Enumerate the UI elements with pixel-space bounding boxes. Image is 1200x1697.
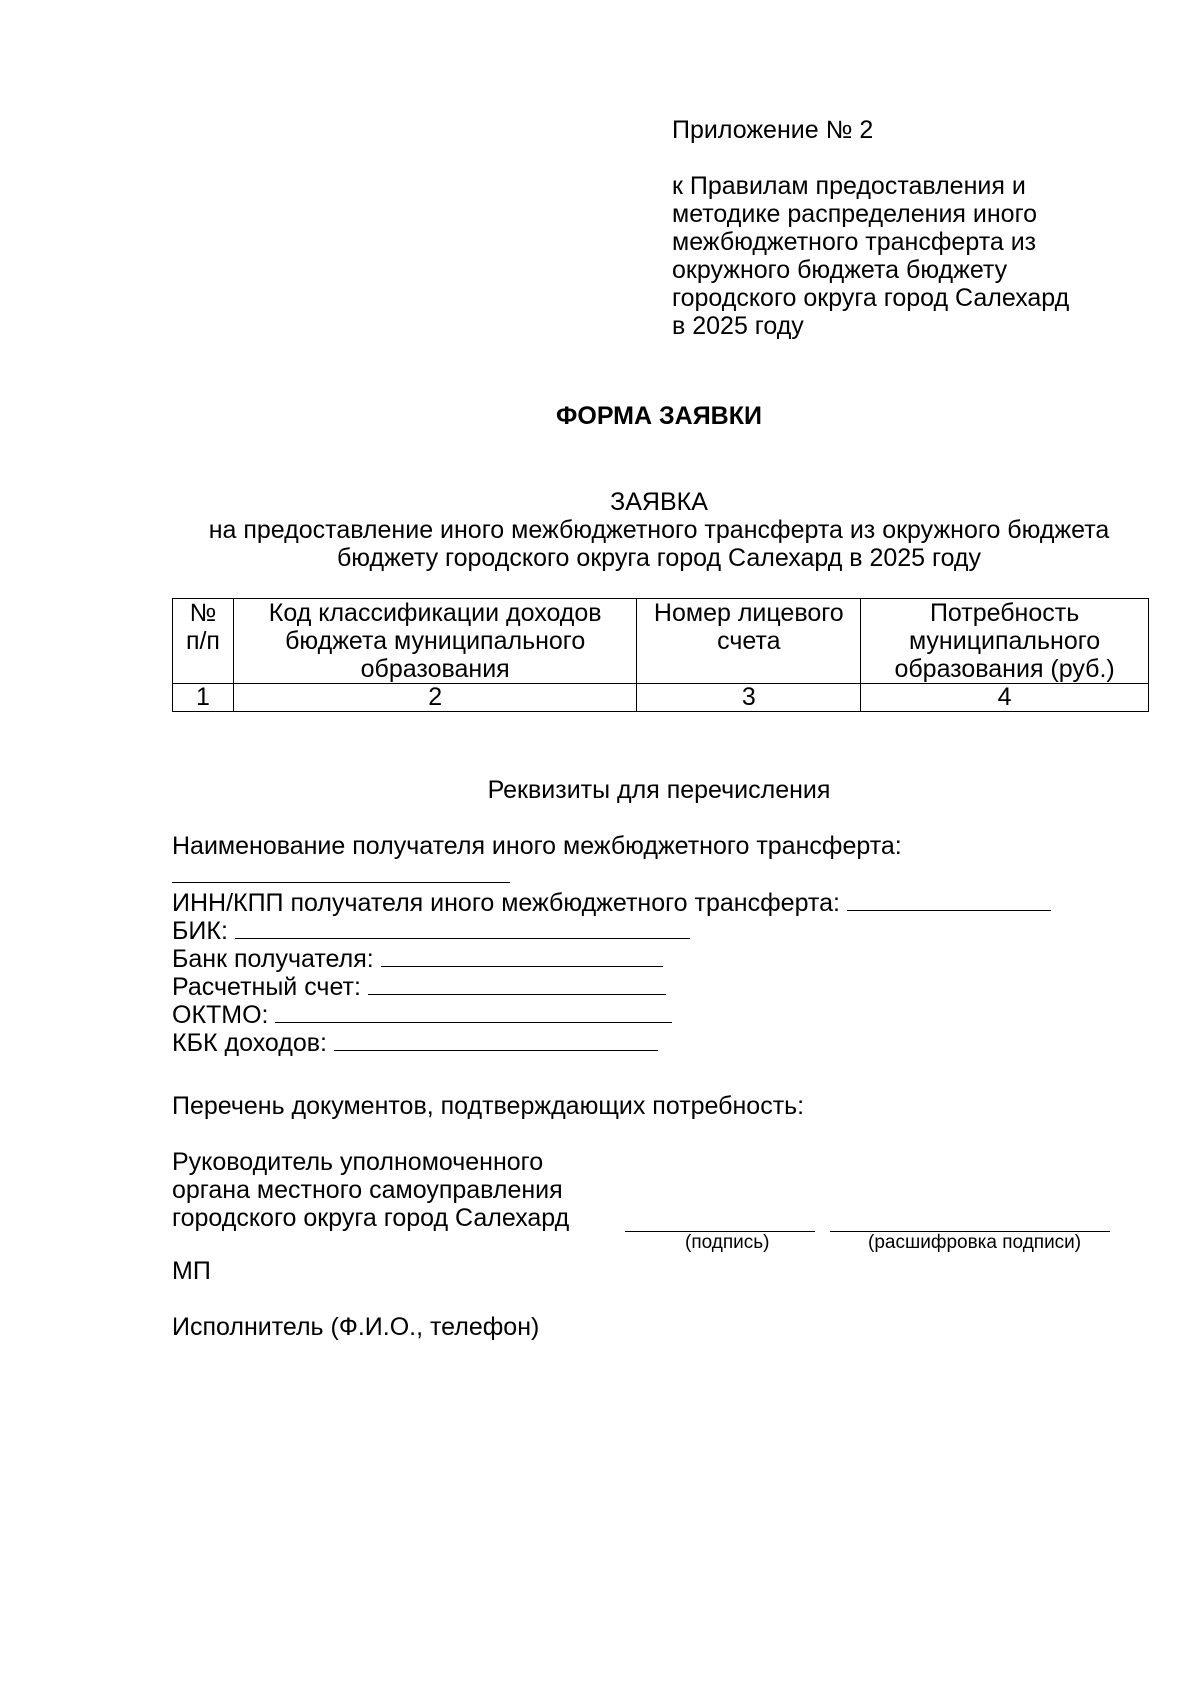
- header-text: п/п: [185, 627, 220, 655]
- appendix-line: к Правилам предоставления и: [672, 172, 1026, 200]
- inn-kpp-row: [172, 888, 1172, 916]
- oktmo-label: ОКТМО:: [172, 1001, 269, 1029]
- request-table: [172, 598, 1149, 712]
- header-text: счета: [717, 627, 781, 655]
- kbk-blank[interactable]: [334, 1028, 658, 1051]
- appendix-line: городского округа город Салехард: [672, 284, 1070, 312]
- application-subtitle: [120, 516, 1198, 572]
- table-header-row: [173, 599, 1149, 684]
- header-text: образования (руб.): [894, 655, 1115, 683]
- header-text: бюджета муниципального: [285, 627, 586, 655]
- header-cell-classification-code: [233, 599, 637, 684]
- header-text: №: [189, 599, 217, 627]
- account-row: [172, 972, 1172, 1000]
- kbk-row: [172, 1028, 1172, 1056]
- header-text: Номер лицевого: [653, 599, 844, 627]
- bank-row: [172, 944, 1172, 972]
- inn-kpp-blank[interactable]: [847, 888, 1051, 911]
- appendix-number: Приложение № 2: [672, 116, 874, 144]
- documents-list-label: Перечень документов, подтверждающих потребность:: [172, 1092, 805, 1120]
- account-label: Расчетный счет:: [172, 973, 361, 1001]
- executor-label: Исполнитель (Ф.И.О., телефон): [172, 1313, 540, 1341]
- recipient-name-row: [172, 860, 1172, 888]
- bik-blank[interactable]: [235, 916, 690, 939]
- oktmo-blank[interactable]: [275, 1000, 672, 1023]
- bank-blank[interactable]: [381, 944, 663, 967]
- appendix-line: окружного бюджета бюджету: [672, 256, 1008, 284]
- signatory-line: городского округа город Салехард: [172, 1204, 570, 1232]
- application-title: ЗАЯВКА: [610, 488, 708, 516]
- appendix-line: в 2025 году: [672, 312, 804, 340]
- account-blank[interactable]: [368, 972, 666, 995]
- signatory-line: органа местного самоуправления: [172, 1176, 563, 1204]
- appendix-description: [672, 172, 1142, 340]
- column-number: 2: [233, 684, 637, 712]
- column-number: 1: [173, 684, 234, 712]
- bank-label: Банк получателя:: [172, 945, 374, 973]
- inn-kpp-label: ИНН/КПП получателя иного межбюджетного трансферта:: [172, 889, 840, 917]
- signature-caption: (подпись): [685, 1232, 770, 1253]
- seal-label: МП: [172, 1257, 211, 1285]
- appendix-line: межбюджетного трансферта из: [672, 228, 1037, 256]
- appendix-line: методике распределения иного: [672, 200, 1038, 228]
- application-subtitle-line: бюджету городского округа город Салехард в 2025 году: [336, 544, 982, 572]
- header-cell-number: [173, 599, 234, 684]
- header-cell-need: [861, 599, 1149, 684]
- kbk-label: КБК доходов:: [172, 1029, 327, 1057]
- table-numbering-row: [173, 684, 1149, 712]
- header-text: Потребность: [929, 599, 1080, 627]
- recipient-name-blank[interactable]: [172, 860, 510, 883]
- column-number: 4: [861, 684, 1149, 712]
- header-text: муниципального: [908, 627, 1101, 655]
- application-subtitle-line: на предоставление иного межбюджетного трансферта из окружного бюджета: [208, 516, 1110, 544]
- recipient-name-label: Наименование получателя иного межбюджетного трансферта:: [172, 832, 902, 860]
- bik-label: БИК:: [172, 917, 228, 945]
- signatory-line: Руководитель уполномоченного: [172, 1148, 544, 1176]
- signature-decoding-caption: (расшифровка подписи): [868, 1232, 1082, 1253]
- form-title: ФОРМА ЗАЯВКИ: [556, 402, 762, 430]
- header-text: Код классификации доходов: [268, 599, 602, 627]
- oktmo-row: [172, 1000, 1172, 1028]
- header-cell-account-number: [637, 599, 861, 684]
- requisites-title: Реквизиты для перечисления: [487, 776, 831, 804]
- signatory-block: [172, 1148, 569, 1232]
- bik-row: [172, 916, 1172, 944]
- header-text: образования: [360, 655, 510, 683]
- column-number: 3: [637, 684, 861, 712]
- requisites-fields: [172, 832, 1172, 1056]
